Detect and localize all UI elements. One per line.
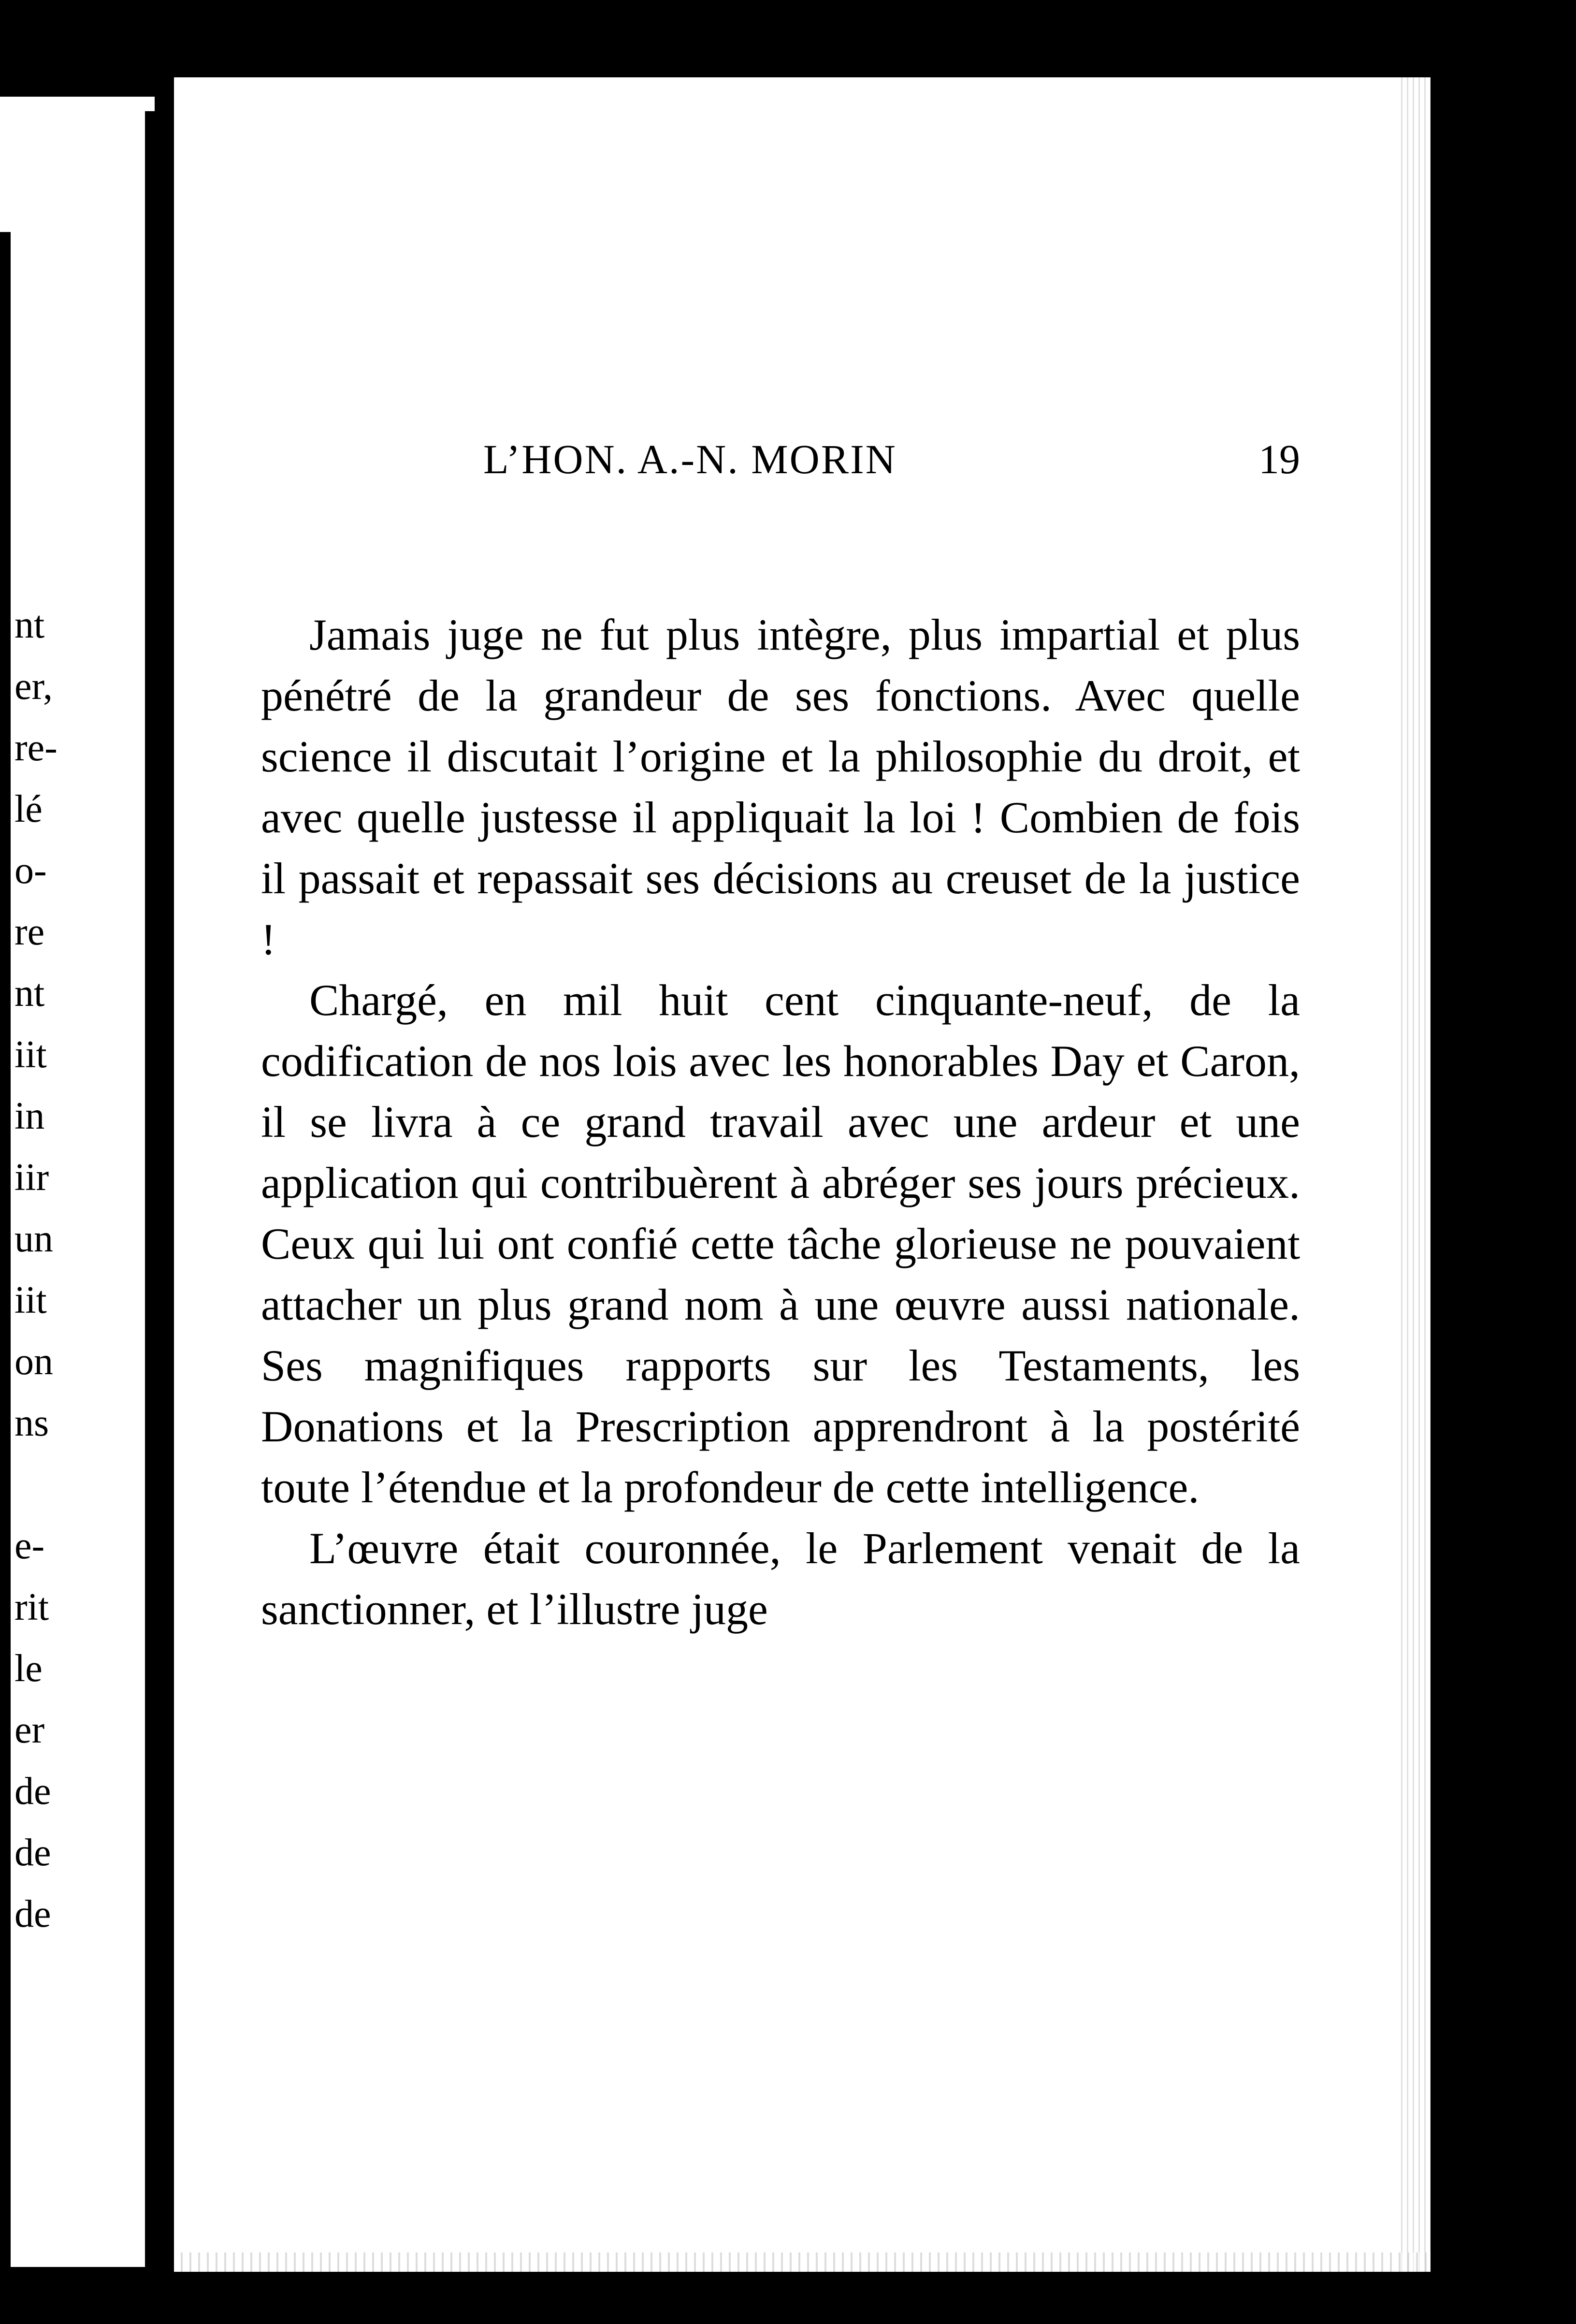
fragment-line: de (14, 1893, 51, 1935)
fragment-line: un (14, 1218, 53, 1260)
fragment-line: rit (14, 1586, 49, 1628)
fragment-line: in (14, 1095, 45, 1137)
fragment-line: le (14, 1647, 43, 1690)
fragment-line: de (14, 1770, 51, 1813)
running-header (261, 435, 1300, 493)
fragment-line: nt (14, 604, 45, 646)
fragment-line: de (14, 1831, 51, 1874)
paragraph: Jamais juge ne fut plus intègre, plus impartial et plus pénétré de la grandeur de ses fonctions. Avec quelle science il discutait l’origine et la philosophie du droit, et avec quelle justesse il appliquait la loi ! Combien de fois il passait et repassait ses décisions au creuset de la justice ! (261, 610, 1300, 964)
page-bottom-edge (174, 2252, 1431, 2272)
fragment-line: o- (14, 849, 47, 892)
fragment-line: e- (14, 1525, 45, 1567)
fragment-line: re (14, 911, 45, 953)
paragraph: L’œuvre était couronnée, le Parlement venait de la sanctionner, et l’illustre juge (261, 1524, 1300, 1634)
fragment-line: nt (14, 972, 45, 1015)
facing-page-fragment (0, 97, 155, 2267)
running-title: L’HON. A.-N. MORIN (483, 436, 897, 482)
fragment-line: er (14, 1709, 45, 1751)
page-edge (1397, 77, 1431, 2272)
fragment-line: iir (14, 1156, 49, 1199)
fragment-line: er, (14, 665, 53, 708)
fragment-line: ns (14, 1402, 49, 1444)
page-shadow (0, 232, 11, 2267)
facing-page-text (14, 595, 58, 1945)
page-number: 19 (1258, 436, 1300, 482)
fragment-line: lé (14, 788, 43, 830)
paragraph: Chargé, en mil huit cent cinquante-neuf, de la codification de nos lois avec les honorables Day et Caron, il se livra à ce grand travail avec une ardeur et une application qui contribuèrent à abréger ses jours précieux. Ceux qui lui ont confié cette tâche glorieuse ne pouvaient attacher un plus grand nom à une œuvre aussi nationale. Ses magnifiques rapports sur les Testaments, les Donations et la Prescription apprendront à la postérité toute l’étendue et la profondeur de cette intelligence. (261, 975, 1300, 1512)
fragment-line: iit (14, 1033, 47, 1076)
fragment-line: iit (14, 1279, 47, 1322)
book-page (174, 77, 1431, 2272)
fragment-line: on (14, 1340, 53, 1383)
fragment-line: re- (14, 726, 58, 769)
fragment-gap (14, 1454, 58, 1515)
body-text (261, 604, 1300, 1640)
